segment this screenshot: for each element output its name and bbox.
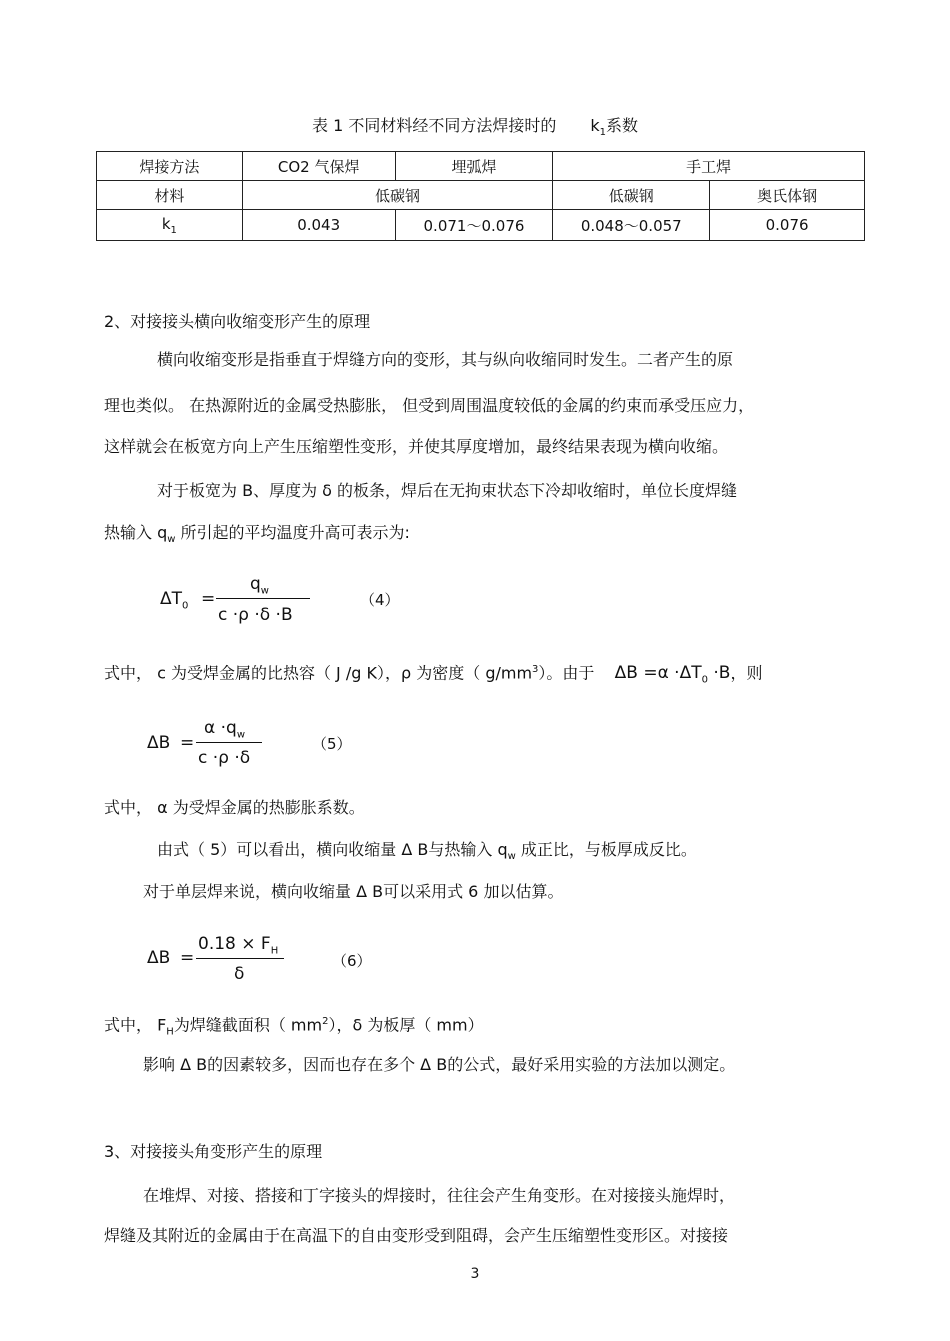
caption-prefix: 表 1 不同材料经不同方法焊接时的 [311,116,557,135]
superscript: 2 [322,1016,329,1027]
eq6-lhs: ΔB [147,948,171,968]
table-cell: 0.043 [242,210,395,241]
paragraph-line: 式中， α 为受焊金属的热膨胀系数。 [104,798,365,817]
eq-text: ·B [707,663,731,684]
eq6-numerator [198,934,278,956]
table-header-cell: CO2 气保焊 [242,152,395,181]
text-run: 为焊缝截面积（ mm [173,1015,323,1035]
table-row [97,152,865,181]
eq6-denominator: δ [234,964,245,984]
eq5-number: （5） [312,735,352,753]
paragraph-line: 焊缝及其附近的金属由于在高温下的自由变形受到阻碍，会产生压缩塑性变形区。对接接 [104,1226,729,1245]
eq6-equals: = [180,948,195,968]
text-run: 式中， c 为受焊金属的比热容（ J /g K），ρ 为密度（ g/mm [104,663,533,683]
table-cell: 奥氏体钢 [710,181,865,210]
text-run: ）。由于 [538,663,595,683]
subscript: w [260,585,269,597]
eq5-equals: = [180,733,195,753]
eq4-numerator [250,574,269,596]
k1-label-sub: 1 [170,224,177,236]
table-cell: 低碳钢 [553,181,710,210]
paragraph-line: 这样就会在板宽方向上产生压缩塑性变形，并使其厚度增加，最终结果表现为横向收缩。 [104,437,729,456]
caption-suffix: 系数 [605,116,638,135]
text-run: 所引起的平均温度升高可表示为: [175,523,410,542]
section-2-heading: 2、对接接头横向收缩变形产生的原理 [104,312,371,331]
text-run: 热输入 q [104,523,168,542]
eq-text: α ·q [204,718,237,738]
fraction-bar [216,598,310,599]
k1-coefficient-table [96,151,865,241]
table-header-cell: 埋弧焊 [395,152,553,181]
paragraph-line: 在堆焊、对接、搭接和丁字接头的焊接时，往往会产生角变形。在对接接头施焊时， [143,1186,736,1205]
paragraph-line: 对于单层焊来说，横向收缩量 Δ B可以采用式 6 加以估算。 [143,882,564,901]
paragraph-line: 影响 Δ B的因素较多，因而也存在多个 Δ B的公式，最好采用实验的方法加以测定。 [143,1055,736,1074]
table-cell: 0.048～0.057 [553,210,710,241]
table-caption [0,116,950,143]
section-3-heading: 3、对接接头角变形产生的原理 [104,1142,323,1161]
eq4-equals: = [201,589,216,609]
eq5-lhs: ΔB [147,733,171,753]
fraction-bar [196,742,262,743]
paragraph-line: 横向收缩变形是指垂直于焊缝方向的变形，其与纵向收缩同时发生。二者产生的原 [157,350,734,369]
table-cell: 0.071～0.076 [395,210,553,241]
text-run: ），δ 为板厚（ mm） [328,1015,484,1035]
eq5-denominator: c ·ρ ·δ [198,748,251,768]
eq5-numerator [204,718,245,740]
eq-text: q [250,574,261,594]
subscript: w [236,729,245,741]
table-header-cell: 焊接方法 [97,152,243,181]
subscript: 0 [182,600,189,612]
inline-equation [614,663,731,686]
times-sign: × [241,934,256,954]
paragraph-line [104,1012,484,1043]
paragraph-line: 对于板宽为 B、厚度为 δ 的板条，焊后在无拘束状态下冷却收缩时，单位长度焊缝 [157,481,738,500]
table-cell [97,210,243,241]
caption-k-sub: 1 [599,127,606,139]
text-run: 式中， F [104,1015,167,1035]
subscript: w [507,851,516,863]
eq-text: 0.18 [198,934,236,954]
paragraph-line [104,523,410,550]
eq6-number: （6） [332,952,372,970]
paragraph-line [157,840,697,867]
table-header-cell: 手工焊 [553,152,865,181]
eq4-lhs [160,589,188,611]
fraction-bar [196,958,284,959]
subscript: w [167,534,176,546]
superscript: 3 [532,664,539,675]
paragraph-line: 理也类似。 在热源附近的金属受热膨胀， 但受到周围温度较低的金属的约束而承受压应力， [104,396,755,415]
subscript: H [166,1026,174,1038]
text-run: 由式（ 5）可以看出，横向收缩量 Δ B与热输入 q [157,840,508,859]
table-cell: 低碳钢 [242,181,553,210]
table-cell: 0.076 [710,210,865,241]
table-row [97,210,865,241]
eq4-number: （4） [360,591,400,609]
subscript: H [270,945,279,957]
table-cell: 材料 [97,181,243,210]
eq-text: ΔT [160,589,183,609]
text-run: ，则 [730,663,763,683]
paragraph-line [104,660,762,691]
table-row [97,181,865,210]
k1-label: k [161,214,171,233]
eq4-denominator: c ·ρ ·δ ·B [218,605,293,625]
text-run: 成正比，与板厚成反比。 [515,840,697,859]
eq-text: ΔB =α ·ΔT [614,663,702,684]
eq-text: F [260,934,271,954]
page-number: 3 [470,1266,480,1282]
caption-k: k [590,116,600,135]
subscript: 0 [701,674,708,686]
